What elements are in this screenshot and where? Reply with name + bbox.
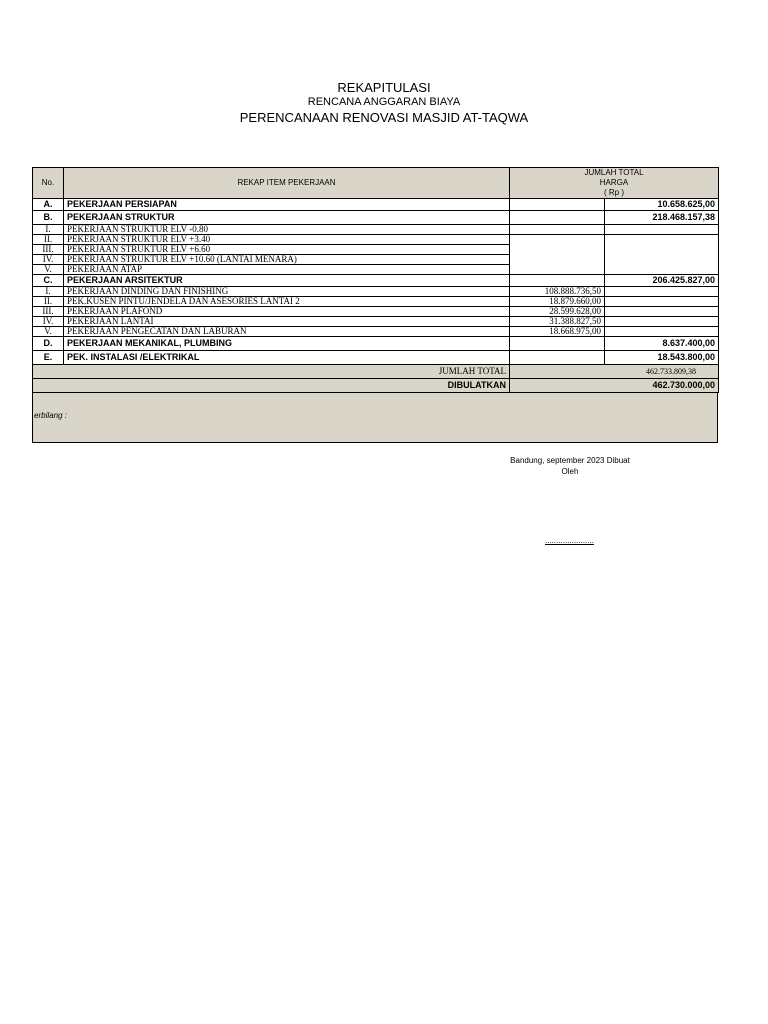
row-b-4-label: PEKERJAAN STRUKTUR ELV +10.60 (LANTAI MENARA) xyxy=(64,255,510,265)
row-b-sub xyxy=(510,211,605,225)
row-e xyxy=(33,351,719,365)
table-header-row xyxy=(33,168,719,199)
row-c-5-total xyxy=(605,327,719,337)
row-c-label: PEKERJAAN ARSITEKTUR xyxy=(64,275,510,287)
row-c-sub xyxy=(510,275,605,287)
row-e-label: PEK. INSTALASI /ELEKTRIKAL xyxy=(64,351,510,365)
row-a-label: PEKERJAAN PERSIAPAN xyxy=(64,199,510,211)
row-d-total: 8.637.400,00 xyxy=(605,337,719,351)
row-dibulatkan xyxy=(33,379,719,393)
row-c-3-total xyxy=(605,307,719,317)
row-d xyxy=(33,337,719,351)
row-jumlah-total xyxy=(33,365,719,379)
row-a xyxy=(33,199,719,211)
row-c-1-total xyxy=(605,287,719,297)
row-b-4-no: IV. xyxy=(33,255,64,265)
row-c-3 xyxy=(33,307,719,317)
header-total-line1: JUMLAH TOTAL xyxy=(584,168,644,177)
row-c-1-value: 108.888.736,50 xyxy=(510,287,605,297)
row-c-1-no: I. xyxy=(33,287,64,297)
row-b-2-label: PEKERJAAN STRUKTUR ELV +3.40 xyxy=(64,235,510,245)
row-b-1-total xyxy=(605,225,719,235)
row-a-total: 10.658.625,00 xyxy=(605,199,719,211)
row-c-4-value: 31.388.827,50 xyxy=(510,317,605,327)
row-b-label: PEKERJAAN STRUKTUR xyxy=(64,211,510,225)
header-total xyxy=(510,168,719,199)
row-c-5-value: 18.668.975,00 xyxy=(510,327,605,337)
dibulatkan-label: DIBULATKAN xyxy=(64,379,510,393)
row-a-no: A. xyxy=(33,199,64,211)
row-c-5-label: PEKERJAAN PENGECATAN DAN LABURAN xyxy=(64,327,510,337)
signature-block xyxy=(470,455,670,477)
row-e-total: 18.543.800,00 xyxy=(605,351,719,365)
row-b-merged-total xyxy=(605,235,719,275)
header-no: No. xyxy=(33,168,64,199)
document-subtitle: RENCANA ANGGARAN BIAYA xyxy=(307,96,461,108)
row-c-5-no: V. xyxy=(33,327,64,337)
row-b-1-value xyxy=(510,225,605,235)
row-c-4 xyxy=(33,317,719,327)
row-b-merged-value xyxy=(510,235,605,275)
row-c-2-label: PEK.KUSEN PINTU/JENDELA DAN ASESORIES LANTAI 2 xyxy=(64,297,510,307)
row-b-5-no: V. xyxy=(33,265,64,275)
row-b-5-label: PEKERJAAN ATAP xyxy=(64,265,510,275)
row-b-3-no: III. xyxy=(33,245,64,255)
row-d-label: PEKERJAAN MEKANIKAL, PLUMBING xyxy=(64,337,510,351)
terbilang-label: erbilang : xyxy=(34,411,67,420)
row-c-3-value: 28.599.628,00 xyxy=(510,307,605,317)
dibulatkan-value: 462.730.000,00 xyxy=(510,379,719,393)
row-c-4-label: PEKERJAAN LANTAI xyxy=(64,317,510,327)
summary-table xyxy=(32,167,719,393)
row-c xyxy=(33,275,719,287)
row-b-2-no: II. xyxy=(33,235,64,245)
row-c-4-total xyxy=(605,317,719,327)
row-c-1-label: PEKERJAAN DINDING DAN FINISHING xyxy=(64,287,510,297)
jumlah-total-value: 462.733.809,38 xyxy=(510,365,719,379)
row-c-3-label: PEKERJAAN PLAFOND xyxy=(64,307,510,317)
row-b-1-no: I. xyxy=(33,225,64,235)
row-c-2 xyxy=(33,297,719,307)
row-e-no: E. xyxy=(33,351,64,365)
row-d-sub xyxy=(510,337,605,351)
row-c-3-no: III. xyxy=(33,307,64,317)
row-b-3-label: PEKERJAAN STRUKTUR ELV +6.60 xyxy=(64,245,510,255)
signature-by: Oleh xyxy=(561,467,579,476)
row-c-2-value: 18.879.660,00 xyxy=(510,297,605,307)
row-c-4-no: IV. xyxy=(33,317,64,327)
row-b xyxy=(33,211,719,225)
row-c-5 xyxy=(33,327,719,337)
row-b-1-label: PEKERJAAN STRUKTUR ELV -0.80 xyxy=(64,225,510,235)
project-title: PERENCANAAN RENOVASI MASJID AT-TAQWA xyxy=(239,110,529,125)
row-b-1 xyxy=(33,225,719,235)
row-d-no: D. xyxy=(33,337,64,351)
row-c-total: 206.425.827,00 xyxy=(605,275,719,287)
row-b-total: 218.468.157,38 xyxy=(605,211,719,225)
row-dibulatkan-spacer xyxy=(33,379,64,393)
signature-name-placeholder: ...................... xyxy=(545,536,594,545)
row-e-sub xyxy=(510,351,605,365)
signature-place-date: Bandung, september 2023 Dibuat xyxy=(510,456,630,465)
header-item: REKAP ITEM PEKERJAAN xyxy=(64,168,510,199)
jumlah-total-label: JUMLAH TOTAL xyxy=(64,365,510,379)
row-b-2 xyxy=(33,235,719,245)
header-total-line3: ( Rp ) xyxy=(604,188,624,197)
header-total-line2: HARGA xyxy=(599,178,629,187)
row-c-1 xyxy=(33,287,719,297)
row-jumlah-spacer xyxy=(33,365,64,379)
row-c-no: C. xyxy=(33,275,64,287)
document-title: REKAPITULASI xyxy=(337,80,431,95)
row-a-sub xyxy=(510,199,605,211)
row-b-no: B. xyxy=(33,211,64,225)
row-c-2-total xyxy=(605,297,719,307)
row-c-2-no: II. xyxy=(33,297,64,307)
